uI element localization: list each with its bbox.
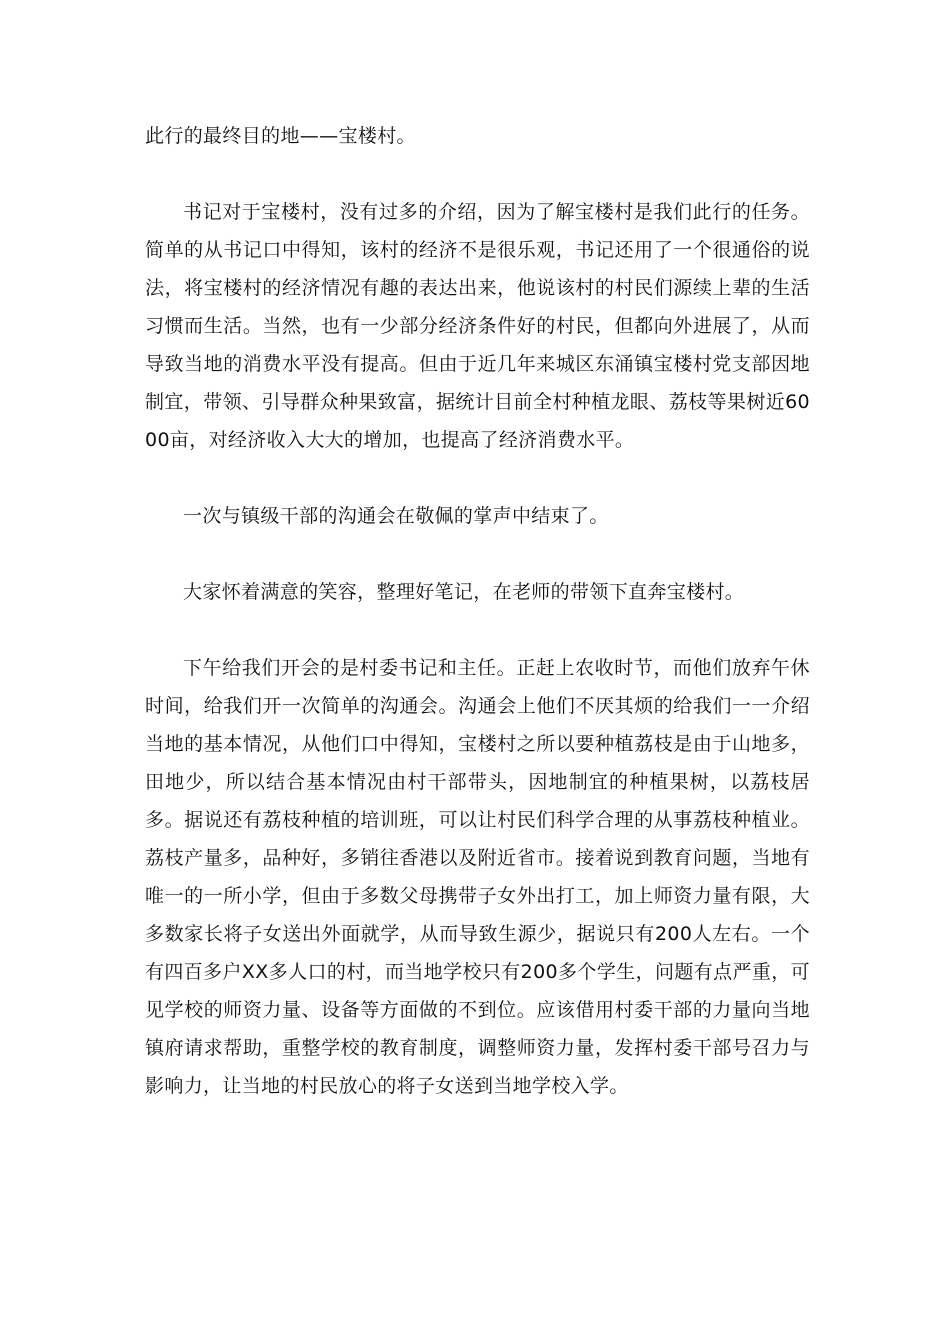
paragraph-afternoon-meeting: 下午给我们开会的是村委书记和主任。正赶上农收时节，而他们放弃午休时间，给我们开一次简单的沟通会。沟通会上他们不厌其烦的给我们一一介绍当地的基本情况，从他们口中得知，宝楼村之所以要种植荔枝是由于山地多，田地少，所以结合基本情况由村干部带头，因地制宜的种植果树，以荔枝居多。据说还有荔枝种植的培训班，可以让村民们科学合理的从事荔枝种植业。荔枝产量多，品种好，多销往香港以及附近省市。接着说到教育问题，当地有唯一的一所小学，但由于多数父母携带子女外出打工，加上师资力量有限，大多数家长将子女送出外面就学，从而导致生源少，据说只有200人左右。一个有四百多户XX多人口的村，而当地学校只有200多个学生，问题有点严重，可见学校的师资力量、设备等方面做的不到位。应该借用村委干部的力量向当地镇府请求帮助，重整学校的教育制度，调整师资力量，发挥村委干部号召力与影响力，让当地的村民放心的将子女送到当地学校入学。 bbox=[145, 657, 810, 1097]
document-body bbox=[145, 117, 810, 1105]
paragraph-destination: 此行的最终目的地——宝楼村。 bbox=[145, 125, 416, 147]
paragraph-head-to-village: 大家怀着满意的笑容，整理好笔记，在老师的带领下直奔宝楼村。 bbox=[183, 581, 745, 603]
paragraph-meeting-end: 一次与镇级干部的沟通会在敬佩的掌声中结束了。 bbox=[183, 505, 609, 527]
paragraph-village-economy: 书记对于宝楼村，没有过多的介绍，因为了解宝楼村是我们此行的任务。简单的从书记口中得知，该村的经济不是很乐观，书记还用了一个很通俗的说法，将宝楼村的经济情况有趣的表达出来，他说该村的村民们源续上辈的生活习惯而生活。当然，也有一少部分经济条件好的村民，但都向外进展了，从而导致当地的消费水平没有提高。但由于近几年来城区东涌镇宝楼村党支部因地制宜，带领、引导群众种果致富，据统计目前全村种植龙眼、荔枝等果树近6000亩，对经济收入大大的增加，也提高了经济消费水平。 bbox=[145, 201, 810, 451]
